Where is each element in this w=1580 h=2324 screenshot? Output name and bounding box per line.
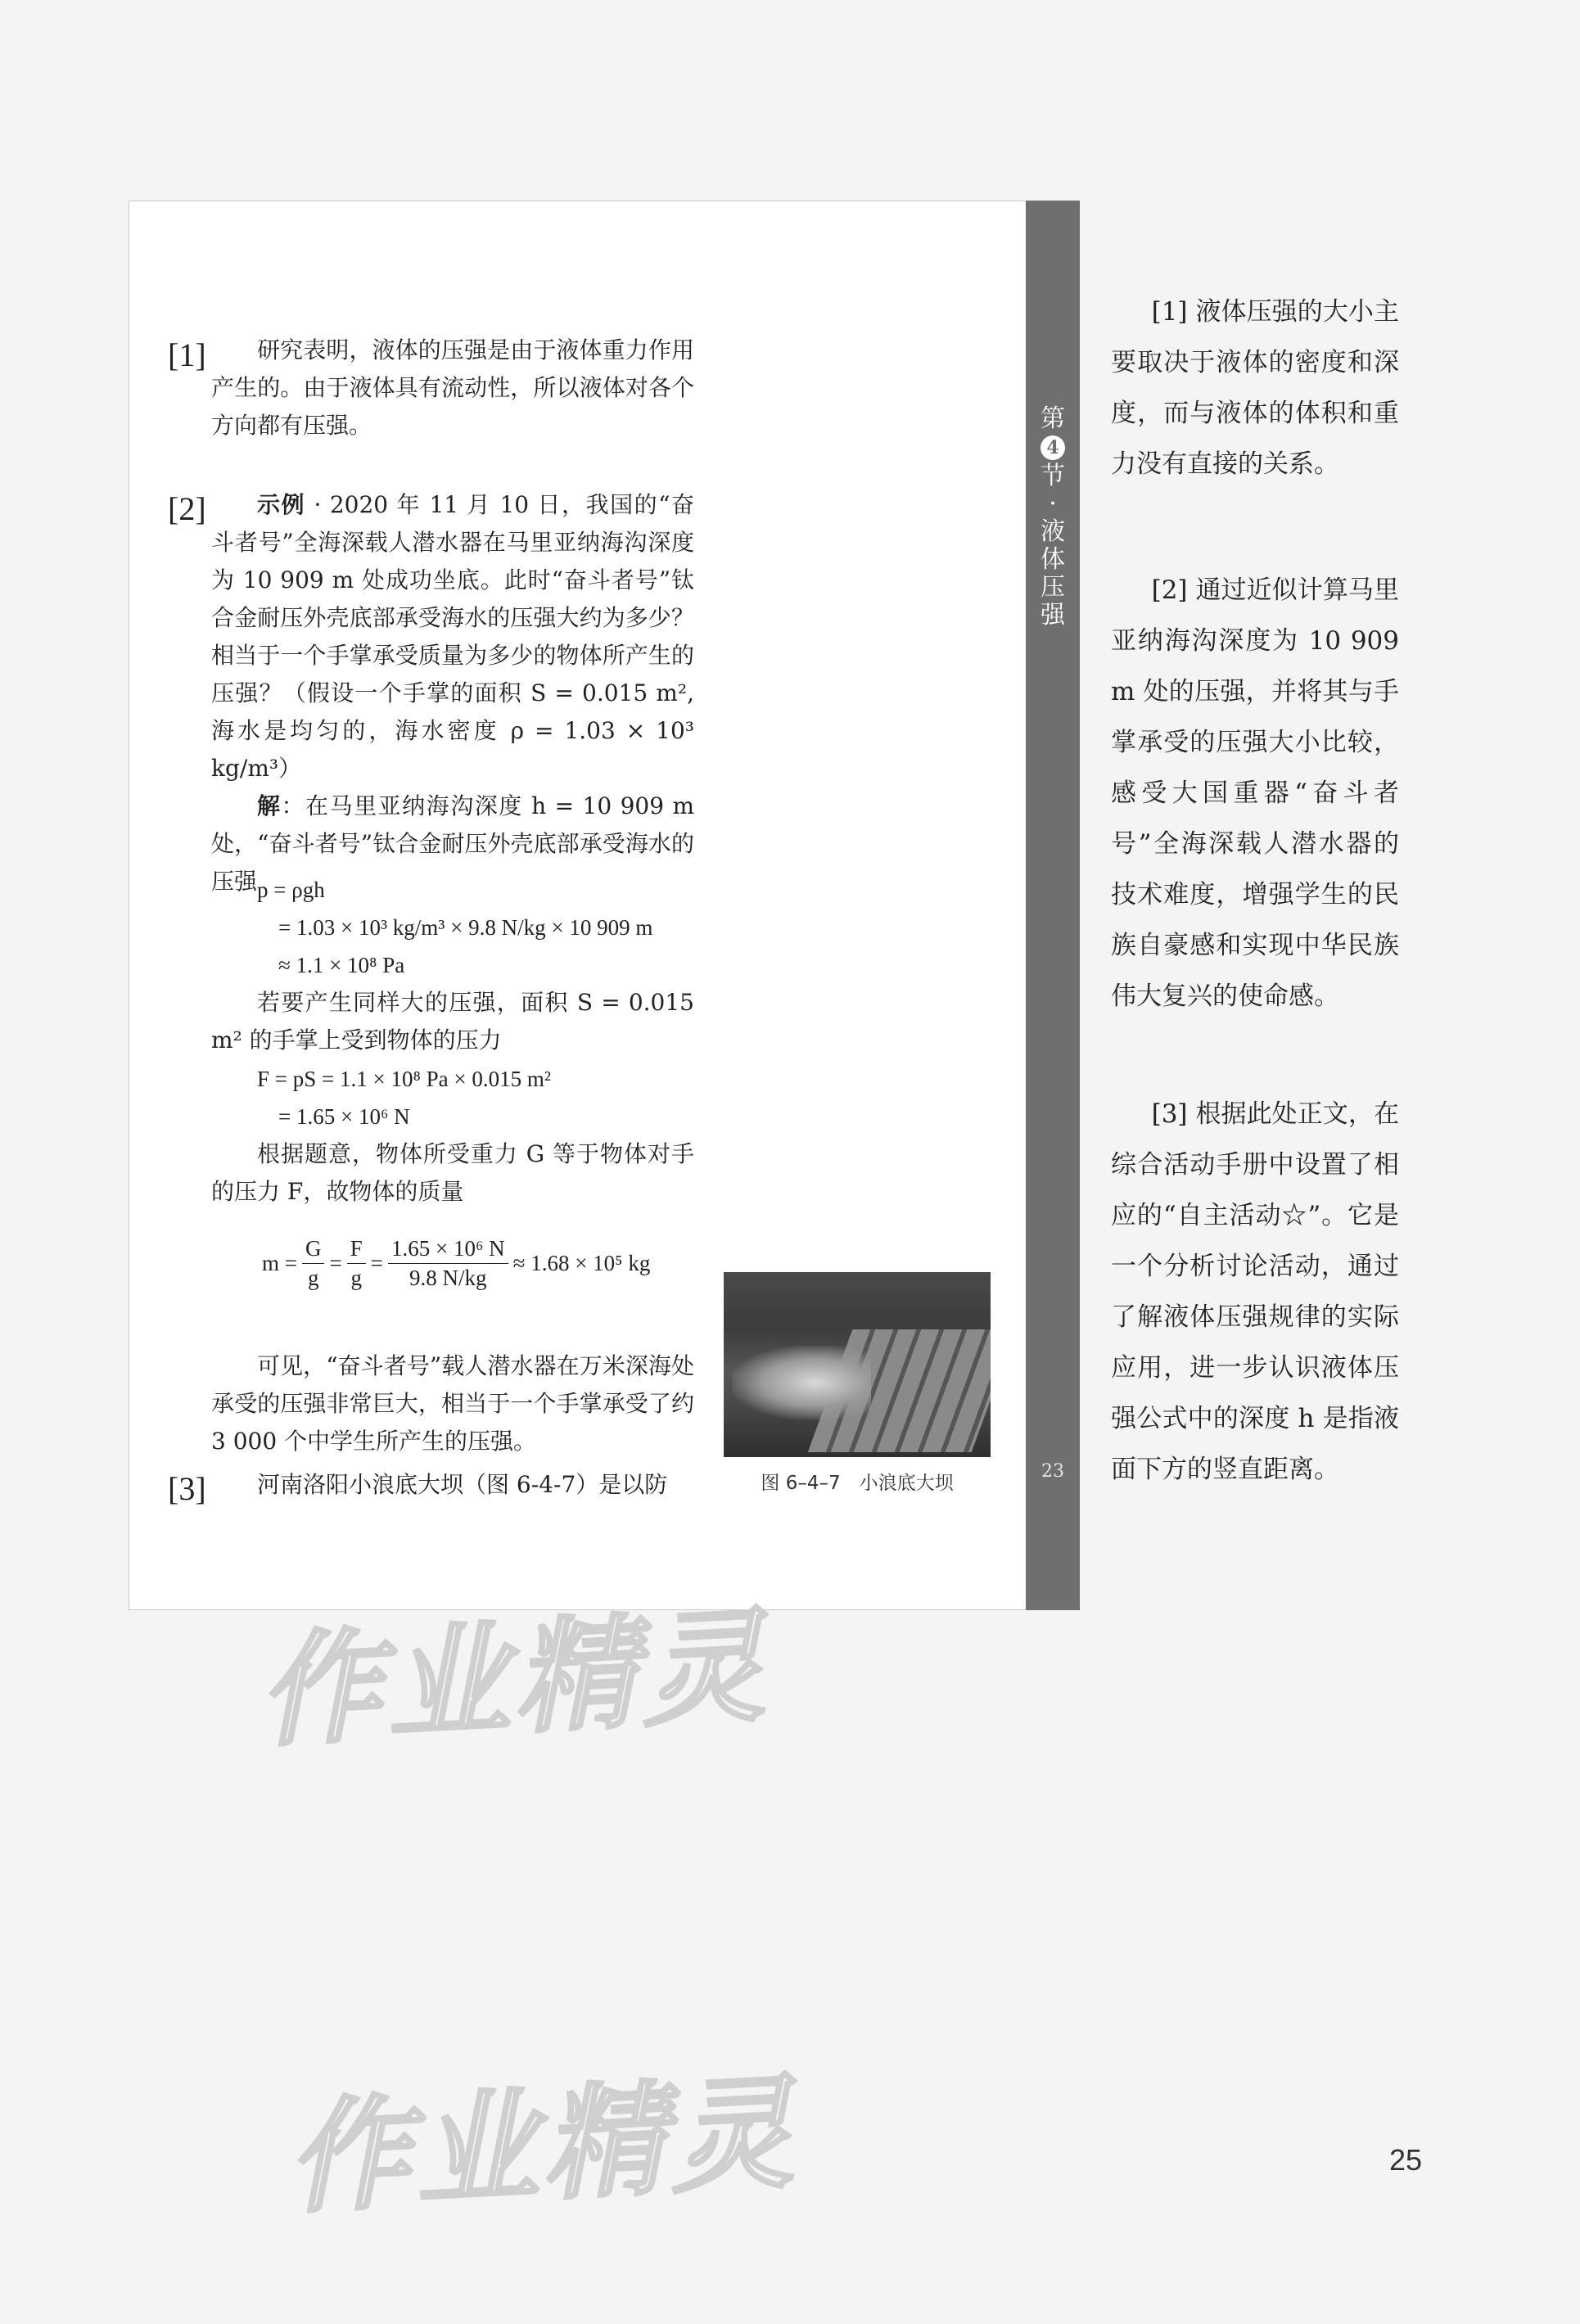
example-body: 2020 年 11 月 10 日，我国的“奋斗者号”全海深载人潜水器在马里亚纳海沟深度为 10 909 m 处成功坐底。此时“奋斗者号”钛合金耐压外壳底部承受海水的压强大约为多少？相当于一个手掌承受质量为多少的物体所产生的压强？（假设一个手掌的面积 S = 0.015 m², 海水是均匀的，海水密度 ρ = 1.03 × 10³ kg/m³） — [211, 491, 694, 782]
marker-3: [3] — [168, 1470, 206, 1507]
dam-photo — [724, 1272, 991, 1457]
inner-page-number: 23 — [1041, 1461, 1064, 1482]
eq-sign: = — [370, 1251, 383, 1275]
section-char: 液 — [1041, 517, 1065, 546]
fraction-values — [388, 1236, 508, 1291]
margin-note-1 — [1111, 287, 1399, 490]
equation-3: ≈ 1.1 × 10⁸ Pa — [278, 953, 405, 977]
section-char: 压 — [1041, 573, 1065, 602]
section-title — [1026, 405, 1080, 630]
denominator: g — [307, 1266, 319, 1290]
section-char: 体 — [1041, 545, 1065, 574]
watermark: 作业精灵 — [255, 1595, 773, 1765]
text-4 — [211, 1347, 694, 1460]
note-text: [1] 液体压强的大小主要取决于液体的密度和深度，而与液体的体积和重力没有直接的关系。 — [1111, 297, 1399, 479]
numerator: 1.65 × 10⁶ N — [388, 1236, 508, 1264]
section-char: 节 — [1041, 462, 1065, 490]
section-char: · — [1049, 490, 1057, 518]
equation-5: = 1.65 × 10⁶ N — [278, 1104, 410, 1129]
section-number-badge: 4 — [1041, 435, 1065, 460]
section-sidebar — [1026, 201, 1080, 1610]
margin-note-3 — [1111, 1089, 1399, 1495]
example-sep: · — [314, 491, 322, 518]
watermark: 作业精灵 — [283, 2061, 801, 2231]
paragraph-3 — [211, 1466, 694, 1504]
solution-label: 解 — [257, 792, 282, 819]
margin-note-2 — [1111, 565, 1399, 1022]
numerator: G — [302, 1236, 325, 1264]
denominator: g — [350, 1266, 362, 1290]
water-spray — [732, 1346, 871, 1419]
figure-caption: 图 6–4–7 小浪底大坝 — [761, 1473, 954, 1494]
example-label: 示例 — [257, 491, 306, 518]
example-block — [211, 486, 694, 900]
fraction-f-over-g — [347, 1236, 366, 1291]
solution-body: ：在马里亚纳海沟深度 h = 10 909 m 处，“奋斗者号”钛合金耐压外壳底部承受海水的压强 — [211, 792, 694, 895]
marker-2: [2] — [168, 490, 206, 527]
equation-2: = 1.03 × 10³ kg/m³ × 9.8 N/kg × 10 909 m — [278, 915, 653, 940]
equation-4: F = pS = 1.1 × 10⁸ Pa × 0.015 m² — [257, 1067, 551, 1091]
marker-1: [1] — [168, 336, 206, 373]
paragraph-1 — [211, 332, 694, 444]
eq-lhs: m = — [262, 1251, 297, 1275]
paragraph-text: 可见，“奋斗者号”载人潜水器在万米深海处承受的压强非常巨大，相当于一个手掌承受了约 3 000 个中学生所产生的压强。 — [211, 1352, 694, 1455]
section-char: 强 — [1041, 601, 1065, 630]
eq-sign: = — [329, 1251, 342, 1275]
paragraph-text: 若要产生同样大的压强，面积 S = 0.015 m² 的手掌上受到物体的压力 — [211, 989, 694, 1054]
mass-equation — [262, 1236, 650, 1291]
numerator: F — [347, 1236, 366, 1264]
paragraph-text: 根据题意，物体所受重力 G 等于物体对手的压力 F，故物体的质量 — [211, 1140, 694, 1205]
equation-1: p = ρgh — [257, 878, 325, 902]
paragraph-text: 研究表明，液体的压强是由于液体重力作用产生的。由于液体具有流动性，所以液体对各个方向都有压强。 — [211, 336, 694, 439]
section-char: 第 — [1041, 404, 1065, 433]
example-text — [211, 486, 694, 787]
paragraph-text: 河南洛阳小浪底大坝（图 6-4-7）是以防 — [257, 1471, 668, 1498]
denominator: 9.8 N/kg — [409, 1266, 487, 1290]
note-text: [2] 通过近似计算马里亚纳海沟深度为 10 909 m 处的压强，并将其与手掌承受的压强大小比较，感受大国重器“奋斗者号”全海深载人潜水器的技术难度，增强学生的民族自豪感和实现中华民族伟大复兴的使命感。 — [1111, 575, 1399, 1011]
page-number: 25 — [1389, 2143, 1423, 2177]
fraction-g-over-g — [302, 1236, 325, 1291]
note-text: [3] 根据此处正文，在综合活动手册中设置了相应的“自主活动☆”。它是一个分析讨论活动，通过了解液体压强规律的实际应用，进一步认识液体压强公式中的深度 h 是指液面下方的竖直距离。 — [1111, 1099, 1399, 1484]
text-2 — [211, 984, 694, 1059]
eq-rhs: ≈ 1.68 × 10⁵ kg — [512, 1251, 651, 1275]
text-3 — [211, 1135, 694, 1211]
